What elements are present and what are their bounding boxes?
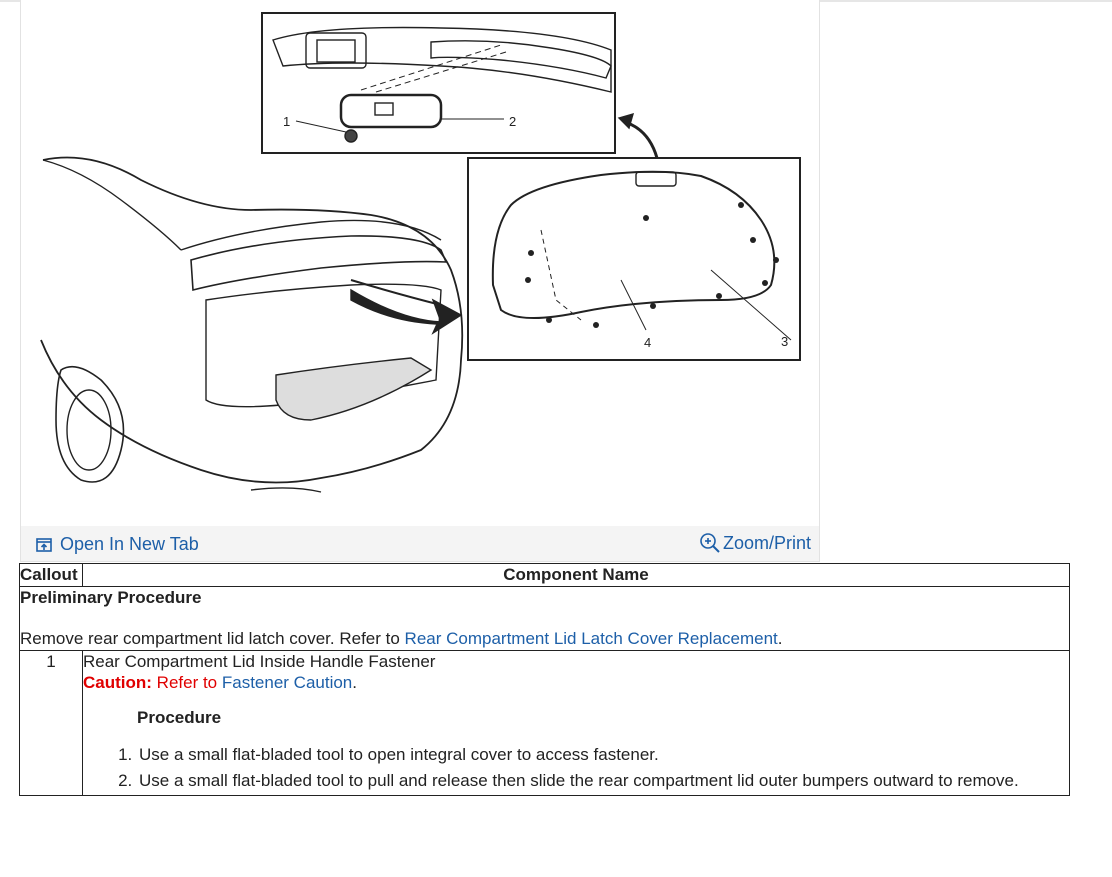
preliminary-row <box>20 587 1070 651</box>
latch-cover-replacement-link[interactable]: Rear Compartment Lid Latch Cover Replacement <box>404 629 778 649</box>
callout-label-1: 1 <box>283 114 291 129</box>
procedure-title: Procedure <box>137 708 222 727</box>
open-new-tab-icon <box>36 538 52 552</box>
zoom-print-label: Zoom/Print <box>722 532 811 553</box>
table-header-row <box>20 564 1070 587</box>
illustration <box>21 0 819 526</box>
callout-label-3: 3 <box>781 334 789 349</box>
list-item: 2. Use a small flat-bladed tool to pull and release then slide the rear compartment lid outer bumpers outward to remove. <box>137 770 1069 791</box>
open-in-new-tab-link[interactable] <box>36 534 199 555</box>
figure-panel <box>20 0 820 562</box>
figure-toolbar <box>21 526 819 562</box>
table-row <box>20 650 1070 795</box>
caution-line: Caution: Refer to Fastener Caution. <box>83 672 357 692</box>
header-callout: Callout <box>20 564 83 587</box>
open-in-new-tab-label: Open In New Tab <box>60 534 199 554</box>
preliminary-cell <box>20 587 1070 651</box>
header-component-name: Component Name <box>83 564 1070 587</box>
zoom-in-icon <box>699 532 721 554</box>
list-item: 1. Use a small flat-bladed tool to open integral cover to access fastener. <box>137 744 1069 765</box>
callout-number: 1 <box>20 650 83 795</box>
preliminary-title: Preliminary Procedure <box>20 588 202 607</box>
component-detail <box>83 650 1070 795</box>
procedure-steps <box>83 744 1069 791</box>
component-name: Rear Compartment Lid Inside Handle Fastener <box>83 651 436 671</box>
preliminary-text: Remove rear compartment lid latch cover. Refer to Rear Compartment Lid Latch Cover Replacement. <box>20 629 783 649</box>
callout-label-2: 2 <box>509 114 517 129</box>
zoom-print-link[interactable] <box>699 532 811 554</box>
fastener-caution-link[interactable]: Fastener Caution <box>221 672 353 692</box>
callout-table <box>19 563 1070 796</box>
caution-label: Caution: <box>83 672 152 692</box>
callout-label-4: 4 <box>644 335 652 350</box>
